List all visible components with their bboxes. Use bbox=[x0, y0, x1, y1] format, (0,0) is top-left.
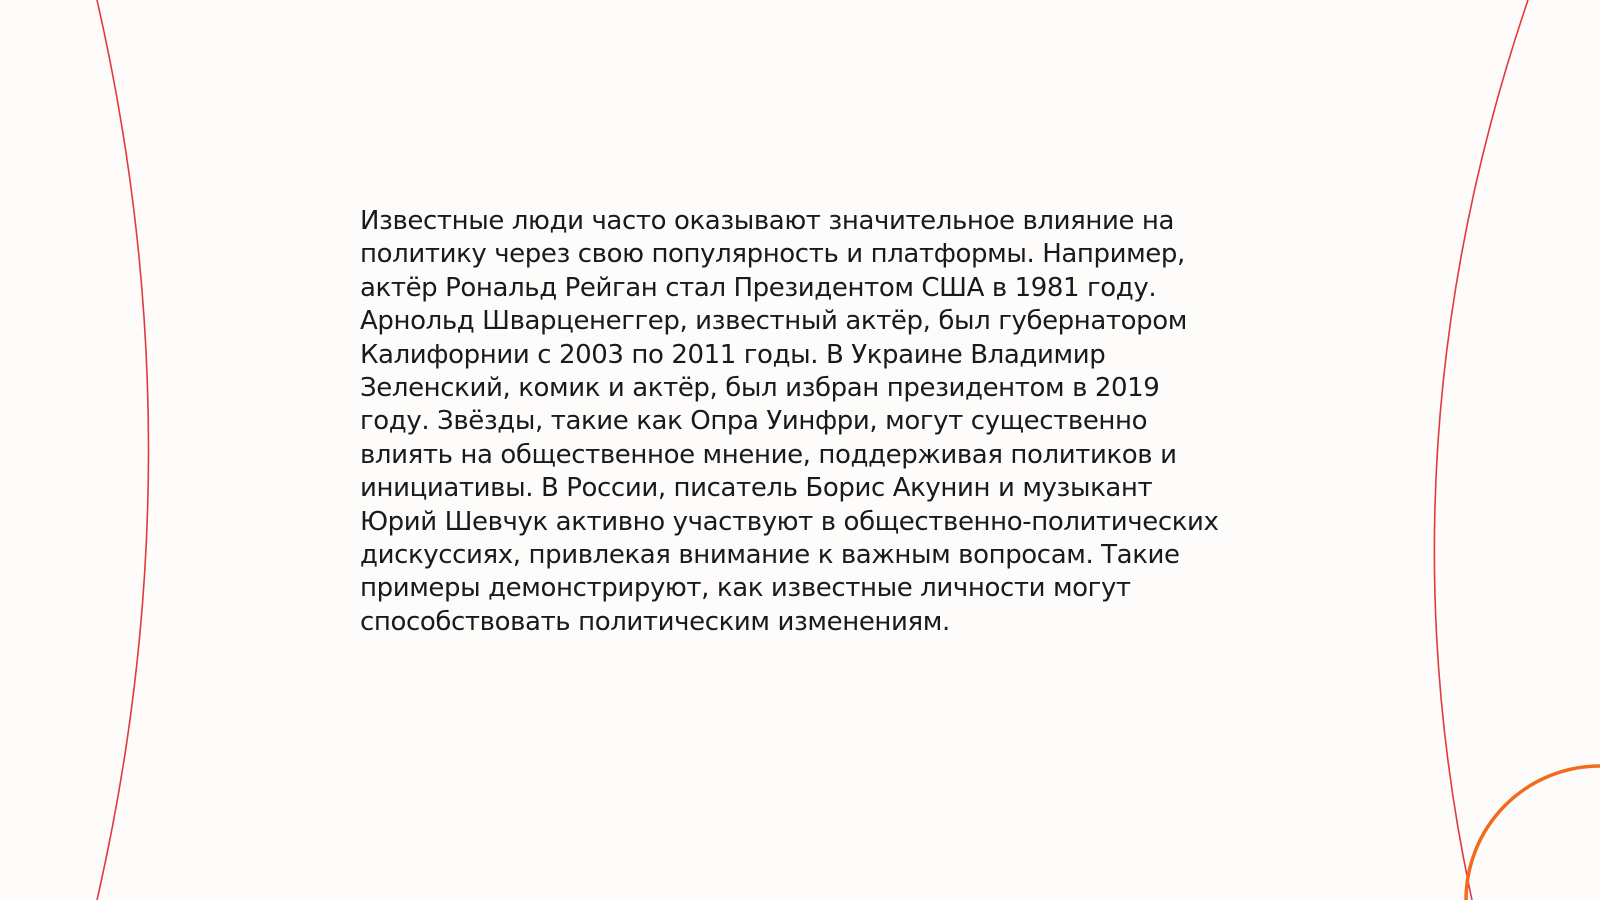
paragraph-line: Арнольд Шварценеггер, известный актёр, был губернатором bbox=[360, 306, 1187, 337]
paragraph-line: инициативы. В России, писатель Борис Акунин и музыкант bbox=[360, 473, 1153, 504]
paragraph-line: Калифорнии с 2003 по 2011 годы. В Украине Владимир bbox=[360, 339, 1106, 370]
right-red-arc bbox=[1434, 0, 1528, 900]
paragraph-line: Зеленский, комик и актёр, был избран президентом в 2019 bbox=[360, 373, 1160, 404]
paragraph-line: актёр Рональд Рейган стал Президентом США в 1981 году. bbox=[360, 272, 1157, 303]
paragraph-line: политику через свою популярность и платформы. Например, bbox=[360, 239, 1185, 270]
paragraph-line: способствовать политическим изменениям. bbox=[360, 606, 950, 637]
paragraph-line: примеры демонстрируют, как известные личности могут bbox=[360, 573, 1131, 604]
body-paragraph bbox=[360, 205, 1260, 639]
orange-circle-arc bbox=[1466, 766, 1600, 900]
paragraph-line: дискуссиях, привлекая внимание к важным вопросам. Такие bbox=[360, 540, 1180, 571]
paragraph-line: году. Звёзды, такие как Опра Уинфри, могут существенно bbox=[360, 406, 1148, 437]
left-red-arc bbox=[97, 0, 149, 900]
paragraph-line: Известные люди часто оказывают значительное влияние на bbox=[360, 206, 1175, 236]
paragraph-line: Юрий Шевчук активно участвуют в общественно-политических bbox=[360, 506, 1219, 537]
paragraph-line: влиять на общественное мнение, поддерживая политиков и bbox=[360, 439, 1177, 470]
